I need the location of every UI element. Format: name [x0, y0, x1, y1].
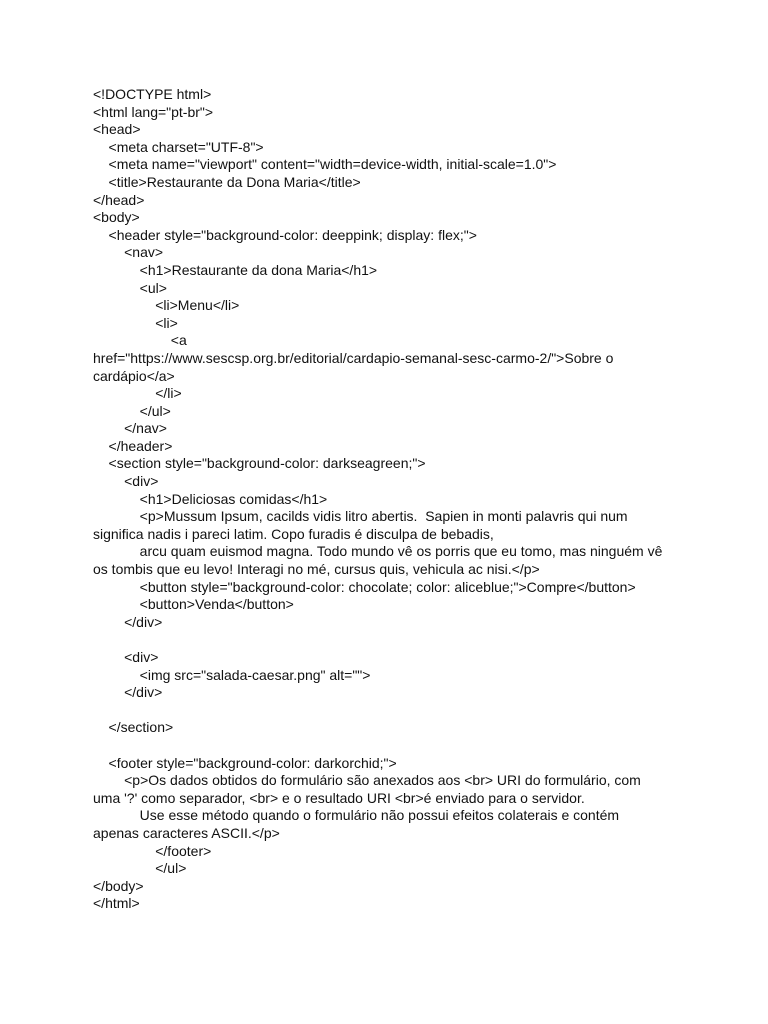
code-line: <meta name="viewport" content="width=device-width, initial-scale=1.0"> [93, 156, 557, 173]
code-line: </li> [93, 385, 182, 402]
code-line: href="https://www.sescsp.org.br/editorial/cardapio-semanal-sesc-carmo-2/">Sobre o [93, 349, 614, 366]
code-line: <!DOCTYPE html> [93, 86, 212, 102]
code-line: </div> [93, 613, 163, 630]
code-line: cardápio</a> [93, 367, 175, 384]
code-line: <h1>Restaurante da dona Maria</h1> [93, 261, 378, 278]
code-line: arcu quam euismod magna. Todo mundo vê os porris que eu tomo, mas ninguém vê [93, 543, 663, 560]
code-line: </body> [93, 877, 144, 894]
code-line: <section style="background-color: darkseagreen;"> [93, 455, 426, 472]
code-line [93, 631, 683, 649]
code-line: <li> [93, 314, 178, 331]
code-line: apenas caracteres ASCII.</p> [93, 824, 280, 841]
code-line: <header style="background-color: deeppink; display: flex;"> [93, 226, 477, 243]
code-line: <a [93, 332, 187, 349]
code-line: uma '?' como separador, <br> e o resultado URI <br>é enviado para o servidor. [93, 789, 585, 806]
code-line: <body> [93, 209, 140, 226]
code-line: <button style="background-color: chocolate; color: aliceblue;">Compre</button> [93, 578, 636, 595]
code-line: significa nadis i pareci latim. Copo furadis é disculpa de bebadis, [93, 525, 494, 542]
code-line: <nav> [93, 244, 164, 261]
code-line: <h1>Deliciosas comidas</h1> [93, 490, 328, 507]
code-line [93, 702, 683, 720]
code-listing [93, 86, 683, 913]
code-line: <ul> [93, 279, 167, 296]
code-line: <p>Mussum Ipsum, cacilds vidis litro abertis. Sapien in monti palavris qui num [93, 508, 628, 525]
code-line: </head> [93, 191, 145, 208]
code-line: <html lang="pt-br"> [93, 103, 214, 120]
code-line: <head> [93, 121, 141, 138]
code-line: Use esse método quando o formulário não possui efeitos colaterais e contém [93, 807, 620, 824]
code-line: <button>Venda</button> [93, 596, 294, 613]
code-line: os tombis que eu levo! Interagi no mé, cursus quis, vehicula ac nisi.</p> [93, 561, 540, 578]
code-line: </html> [93, 895, 140, 912]
code-line: </div> [93, 684, 163, 701]
code-line: <p>Os dados obtidos do formulário são anexados aos <br> URI do formulário, com [93, 772, 641, 789]
code-line: <img src="salada-caesar.png" alt=""> [93, 666, 371, 683]
code-line: </ul> [93, 860, 187, 877]
code-line: <title>Restaurante da Dona Maria</title> [93, 173, 361, 190]
code-line: </nav> [93, 420, 167, 437]
code-line: </section> [93, 719, 174, 736]
code-line: <li>Menu</li> [93, 297, 240, 314]
code-line: <footer style="background-color: darkorchid;"> [93, 754, 397, 771]
code-line [93, 737, 683, 755]
code-line: </header> [93, 437, 173, 454]
code-line: <div> [93, 649, 159, 665]
code-line: <meta charset="UTF-8"> [93, 138, 264, 155]
code-line: </footer> [93, 842, 212, 859]
code-line: <div> [93, 473, 159, 490]
code-line: </ul> [93, 402, 171, 419]
